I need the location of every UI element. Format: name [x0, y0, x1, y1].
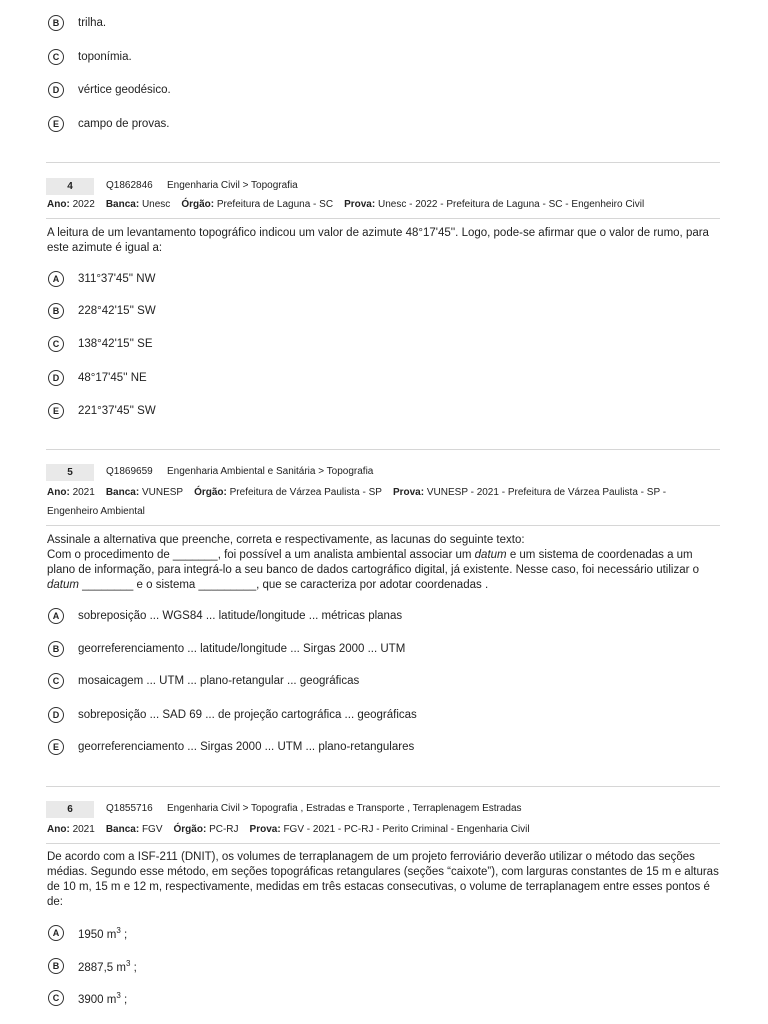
option-letter-circle: B	[48, 303, 64, 319]
option-letter-circle: E	[48, 403, 64, 419]
text-italic: datum	[47, 579, 79, 591]
meta-orgao: Prefeitura de Laguna - SC	[216, 199, 334, 210]
meta-ano-label: Ano:	[47, 199, 70, 210]
option-text: campo de provas.	[78, 118, 170, 130]
question-text: A leitura de um levantamento topográfico indicou um valor de azimute 48°17'45''. Logo, pode-se afirmar que o valor de rumo, para este azimute é igual a:	[47, 227, 709, 254]
meta-orgao: Prefeitura de Várzea Paulista - SP	[229, 487, 382, 498]
option-letter-circle: E	[48, 116, 64, 132]
question-divider	[46, 786, 720, 787]
option-text	[78, 926, 127, 941]
option-c[interactable]	[48, 672, 359, 690]
question-id[interactable]: Q1869659	[106, 466, 153, 477]
option-text: georreferenciamento ... Sirgas 2000 ... UTM ... plano-retangulares	[78, 741, 415, 753]
question-id[interactable]: Q1855716	[106, 803, 153, 814]
option-text: 221°37'45'' SW	[78, 405, 156, 417]
option-letter-circle: C	[48, 990, 64, 1006]
meta-banca-label: Banca:	[105, 487, 140, 498]
meta-banca: VUNESP	[141, 487, 184, 498]
option-a[interactable]	[48, 607, 402, 625]
question-number: 5	[46, 464, 94, 481]
option-e[interactable]	[48, 402, 156, 420]
option-superscript: 3	[116, 925, 121, 935]
question-header	[46, 801, 720, 818]
meta-banca: FGV	[141, 824, 163, 835]
option-c[interactable]	[48, 48, 132, 66]
meta-ano: 2021	[72, 824, 95, 835]
question-number: 4	[46, 178, 94, 195]
question-divider	[46, 162, 720, 163]
meta-prova: VUNESP - 2021 - Prefeitura de Várzea Paulista - SP - Engenheiro Ambiental	[47, 487, 667, 517]
option-d[interactable]	[48, 81, 171, 99]
question-subject[interactable]: Engenharia Civil > Topografia , Estradas e Transporte , Terraplenagem Estradas	[167, 803, 522, 814]
meta-ano: 2022	[72, 199, 95, 210]
option-letter-circle: D	[48, 82, 64, 98]
option-letter-circle: C	[48, 673, 64, 689]
option-d[interactable]	[48, 706, 417, 724]
meta-ano-label: Ano:	[47, 824, 70, 835]
option-e[interactable]	[48, 738, 414, 756]
question-subject[interactable]: Engenharia Ambiental e Sanitária > Topografia	[167, 466, 374, 477]
meta-banca-label: Banca:	[105, 824, 140, 835]
text-segment: Com o procedimento de _______, foi possível a um analista ambiental associar um	[47, 549, 475, 561]
option-a[interactable]	[48, 270, 155, 288]
option-text: vértice geodésico.	[78, 84, 171, 96]
option-b[interactable]	[48, 957, 137, 975]
option-c[interactable]	[48, 335, 153, 353]
option-a[interactable]	[48, 924, 127, 942]
option-superscript: 3	[125, 958, 131, 968]
question-number: 6	[46, 801, 94, 818]
meta-divider	[46, 218, 720, 219]
option-text: 138°42'15'' SE	[78, 338, 153, 350]
option-c[interactable]	[48, 989, 127, 1007]
option-text: mosaicagem ... UTM ... plano-retangular ... geográficas	[78, 675, 360, 687]
meta-orgao-label: Órgão:	[173, 824, 207, 835]
meta-orgao-label: Órgão:	[194, 487, 227, 498]
option-text: georreferenciamento ... latitude/longitude ... Sirgas 2000 ... UTM	[78, 643, 406, 655]
option-superscript: 3	[116, 990, 121, 1000]
question-text	[47, 533, 721, 593]
question-header	[46, 178, 720, 195]
option-letter-circle: C	[48, 49, 64, 65]
meta-divider	[46, 843, 720, 844]
option-b[interactable]	[48, 640, 405, 658]
meta-prova-label: Prova:	[344, 199, 376, 210]
question-subject[interactable]: Engenharia Civil > Topografia	[167, 180, 298, 191]
option-text	[78, 959, 137, 974]
question-header	[46, 464, 720, 481]
option-letter-circle: D	[48, 370, 64, 386]
option-text: 311°37'45'' NW	[78, 273, 156, 285]
option-text	[78, 991, 127, 1006]
option-letter-circle: B	[48, 958, 64, 974]
option-text: sobreposição ... SAD 69 ... de projeção cartográfica ... geográficas	[78, 709, 417, 721]
option-letter-circle: B	[48, 15, 64, 31]
meta-ano: 2021	[72, 487, 95, 498]
question-meta	[47, 820, 719, 839]
option-letter-circle: A	[48, 271, 64, 287]
meta-banca: Unesc	[141, 199, 171, 210]
option-value: 3900 m	[78, 993, 117, 1006]
option-text: trilha.	[78, 17, 107, 29]
text-italic: datum	[474, 549, 507, 561]
option-text: sobreposição ... WGS84 ... latitude/longitude ... métricas planas	[78, 610, 403, 622]
option-letter-circle: C	[48, 336, 64, 352]
option-b[interactable]	[48, 302, 156, 320]
option-b[interactable]	[48, 14, 106, 32]
option-letter-circle: B	[48, 641, 64, 657]
option-letter-circle: D	[48, 707, 64, 723]
option-suffix: ;	[130, 961, 137, 974]
meta-banca-label: Banca:	[105, 199, 140, 210]
text-segment: ________ e o sistema _________, que se caracteriza por adotar coordenadas .	[78, 579, 489, 591]
question-text-body	[47, 548, 721, 593]
option-e[interactable]	[48, 115, 169, 133]
option-text: toponímia.	[78, 51, 132, 63]
meta-prova: FGV - 2021 - PC-RJ - Perito Criminal - Engenharia Civil	[283, 824, 530, 835]
meta-orgao-label: Órgão:	[181, 199, 215, 210]
meta-orgao: PC-RJ	[209, 824, 239, 835]
meta-prova: Unesc - 2022 - Prefeitura de Laguna - SC - Engenheiro Civil	[377, 199, 645, 210]
option-text: 48°17'45'' NE	[78, 372, 147, 384]
question-meta	[47, 195, 719, 214]
question-meta	[47, 483, 719, 521]
question-divider	[46, 449, 720, 450]
option-suffix: ;	[120, 928, 128, 941]
option-letter-circle: A	[48, 608, 64, 624]
question-text-line: Assinale a alternativa que preenche, correta e respectivamente, as lacunas do seguinte texto:	[47, 534, 525, 546]
option-letter-circle: E	[48, 739, 64, 755]
question-text: De acordo com a ISF-211 (DNIT), os volumes de terraplanagem de um projeto ferroviário deverão utilizar o método das seções médias. Segundo esse método, em seções topográficas retangulares (seções “caixote”), com larguras constantes de 15 m e alturas de 10 m, 15 m e 12 m, respectivamente, medidas em três estacas consecutivas, o volume de terraplanagem entre esses pontos é de:	[47, 851, 719, 908]
meta-prova-label: Prova:	[249, 824, 281, 835]
text-segment: e um sistema de coordenadas a um plano de informação, para integrá-lo a seu banco de dados cartográfico digital, já existente. Nesse caso, foi necessário utilizar o	[47, 549, 700, 576]
option-d[interactable]	[48, 369, 147, 387]
question-id[interactable]: Q1862846	[106, 180, 153, 191]
option-value: 1950 m	[78, 928, 117, 941]
option-letter-circle: A	[48, 925, 64, 941]
option-text: 228°42'15'' SW	[78, 305, 156, 317]
meta-ano-label: Ano:	[47, 487, 70, 498]
meta-divider	[46, 525, 720, 526]
option-value: 2887,5 m	[78, 961, 126, 974]
option-suffix: ;	[120, 993, 128, 1006]
meta-prova-label: Prova:	[392, 487, 425, 498]
